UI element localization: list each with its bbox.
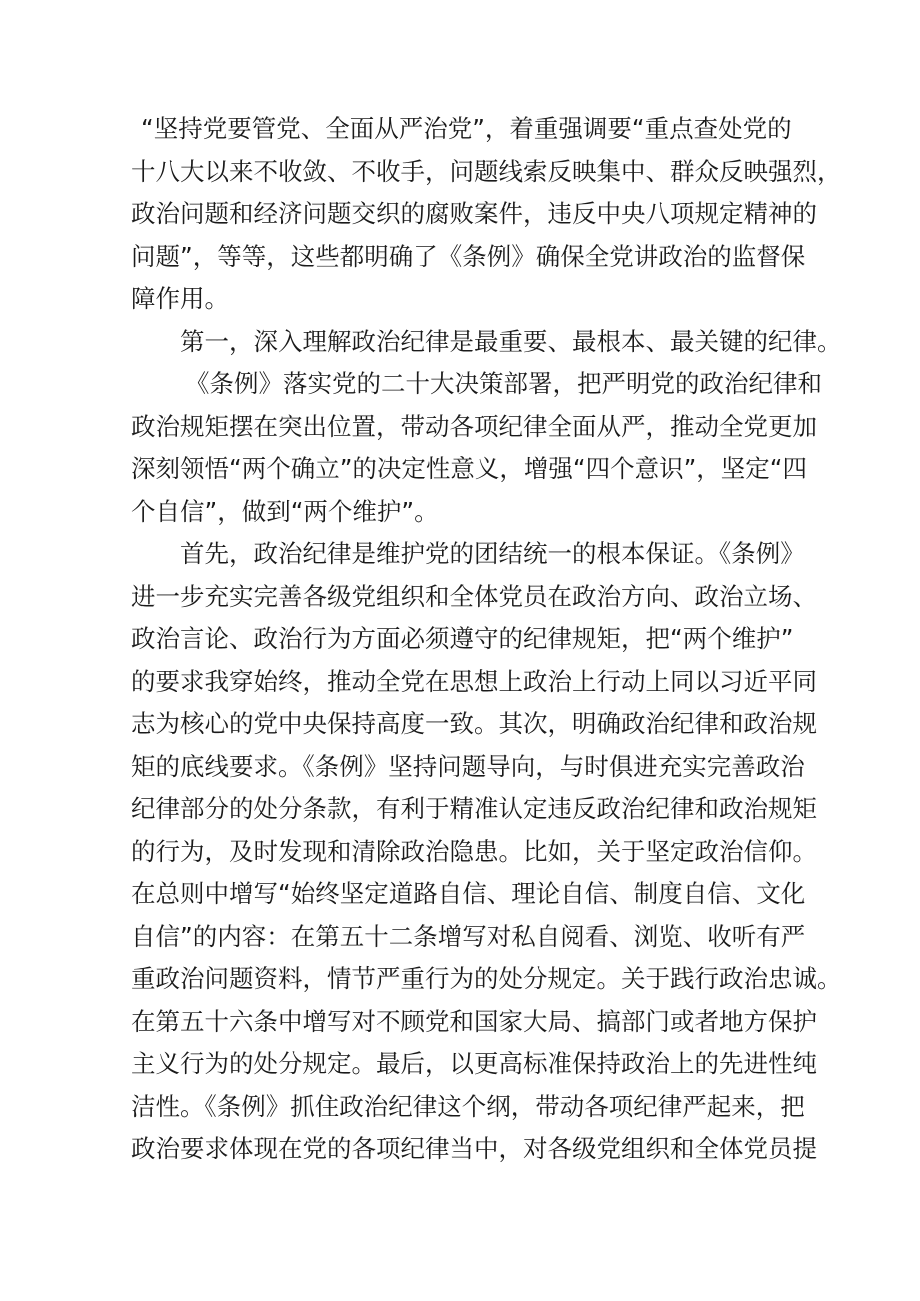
text-line: 的行为，及时发现和清除政治隐患。比如，关于坚定政治信仰。	[131, 836, 817, 866]
text-line: 的要求我穿始终，推动全党在思想上政治上行动上同以习近平同	[131, 666, 817, 696]
paragraph-3	[131, 363, 822, 533]
text-line: 重政治问题资料，情节严重行为的处分规定。关于践行政治忠诚。	[131, 964, 842, 993]
text-line: 政治言论、政治行为方面必须遵守的纪律规矩，把“两个维护”	[131, 624, 794, 653]
paragraph-1	[131, 108, 842, 321]
text-line: 《条例》落实党的二十大决策部署，把严明党的政治纪律和	[185, 369, 822, 398]
text-line: 矩的底线要求。《条例》坚持问题导向，与时俱进充实完善政治	[131, 751, 805, 781]
text-line: 十八大以来不收敛、不收手，问题线索反映集中、群众反映强烈，	[131, 156, 842, 186]
text-line: 进一步充实完善各级党组织和全体党员在政治方向、政治立场、	[131, 581, 817, 611]
text-line: 第一，深入理解政治纪律是最重要、最根本、最关键的纪律。	[180, 326, 842, 356]
text-line: 障作用。	[131, 284, 229, 313]
text-line: 个自信”，做到“两个维护”。	[131, 496, 439, 526]
text-line: 政治要求体现在党的各项纪律当中，对各级党组织和全体党员提	[131, 1134, 817, 1163]
text-line: 纪律部分的处分条款，有利于精准认定违反政治纪律和政治规矩	[131, 794, 817, 823]
text-line: 政治规矩摆在突出位置，带动各项纪律全面从严，推动全党更加	[131, 411, 817, 441]
text-line: 在第五十六条中增写对不顾党和国家大局、搞部门或者地方保护	[131, 1006, 817, 1036]
text-line: 主义行为的处分规定。最后，以更高标准保持政治上的先进性纯	[131, 1049, 817, 1078]
text-line: 自信”的内容：在第五十二条增写对私自阅看、浏览、收听有严	[131, 921, 806, 951]
text-line: 在总则中增写“始终坚定道路自信、理论自信、制度自信、文化	[131, 879, 806, 908]
text-line: 问题”，等等，这些都明确了《条例》确保全党讲政治的监督保	[131, 241, 806, 271]
text-line: “坚持党要管党、全面从严治党”，着重强调要“重点查处党的	[141, 114, 792, 143]
text-line: 深刻领悟“两个确立”的决定性意义，增强“四个意识”，坚定“四	[131, 454, 807, 483]
text-line: 洁性。《条例》抓住政治纪律这个纲，带动各项纪律严起来，把	[131, 1091, 805, 1121]
text-line: 首先，政治纪律是维护党的团结统一的根本保证。《条例》	[180, 539, 805, 568]
paragraph-4	[131, 533, 842, 1171]
document-body	[131, 108, 842, 1171]
paragraph-2	[131, 321, 842, 364]
text-line: 志为核心的党中央保持高度一致。其次，明确政治纪律和政治规	[131, 709, 817, 738]
text-line: 政治问题和经济问题交织的腐败案件，违反中央八项规定精神的	[131, 199, 817, 228]
